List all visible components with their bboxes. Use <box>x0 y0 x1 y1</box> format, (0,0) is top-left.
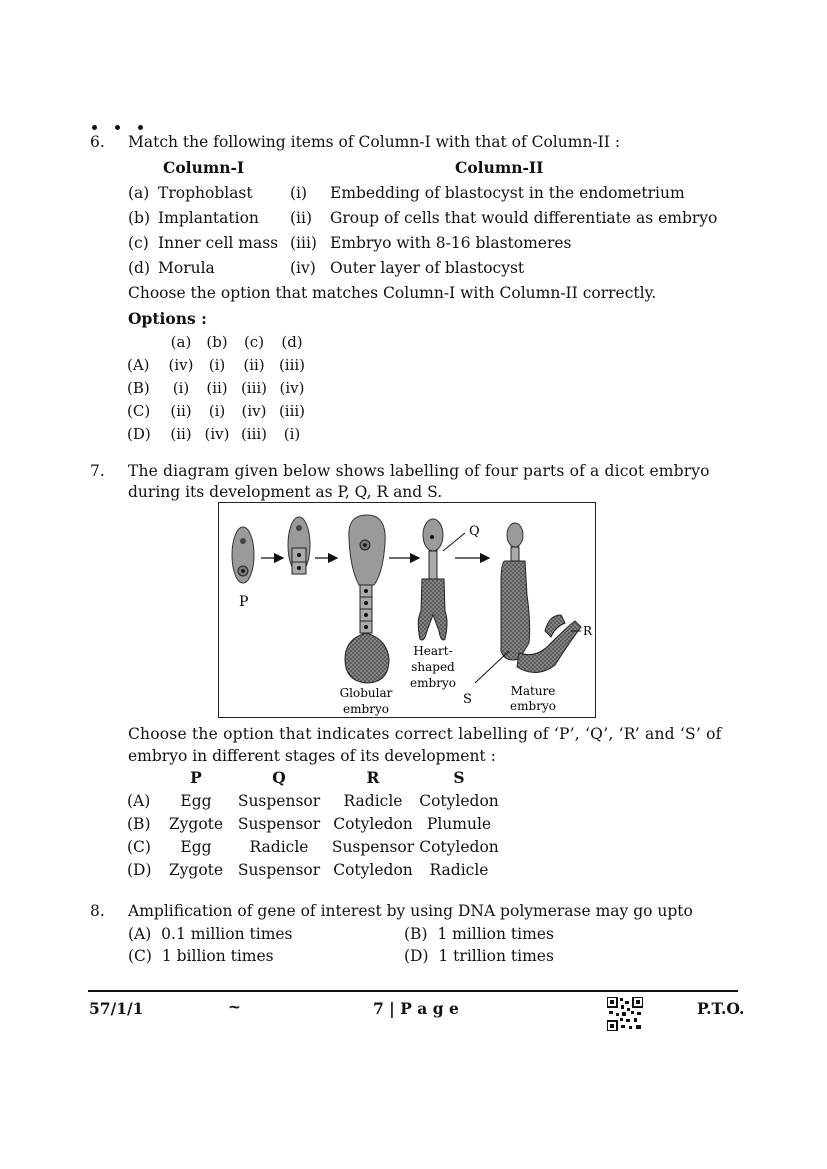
col2-numeral: (ii) <box>290 208 313 227</box>
footer-tilde: ~ <box>228 997 241 1016</box>
option-col-header: (c) <box>243 332 265 351</box>
col1-item: Implantation <box>158 208 259 227</box>
option-label: (C) <box>127 837 151 856</box>
col2-numeral: (iv) <box>290 258 316 277</box>
mature-caption-2: embryo <box>510 699 556 713</box>
option-value: (iii) <box>278 355 306 374</box>
mature-caption-1: Mature <box>510 684 556 698</box>
option-value: Egg <box>180 791 212 810</box>
option-value: (ii) <box>206 378 228 397</box>
option-value: (i) <box>172 378 190 397</box>
option-label: (B) <box>404 925 428 943</box>
q8-option-c[interactable] <box>128 947 274 965</box>
col2-numeral: (iii) <box>290 233 317 252</box>
option-value: Suspensor <box>237 860 321 879</box>
qr-code-icon <box>607 997 643 1031</box>
q6-instruction: Choose the option that matches Column-I with Column-II correctly. <box>128 284 657 302</box>
globular-caption-1: Globular <box>339 686 393 700</box>
col1-item: Inner cell mass <box>158 233 279 252</box>
option-row-d[interactable] <box>127 858 499 881</box>
pointer-s <box>475 651 509 683</box>
q6-stem: Match the following items of Column-I with that of Column-II : <box>128 133 621 151</box>
option-value: Suspensor <box>237 791 321 810</box>
option-value: Zygote <box>168 860 224 879</box>
option-label: (C) <box>128 947 152 965</box>
q7-stem-line1: The diagram given below shows labelling of four parts of a dicot embryo <box>128 462 710 480</box>
option-value: Suspensor <box>237 814 321 833</box>
globular-embryo <box>345 515 389 683</box>
heart-caption-2: shaped <box>411 660 455 674</box>
col1-item: Morula <box>158 258 215 277</box>
option-value: (iv) <box>279 378 305 397</box>
two-cell-proembryo <box>288 517 310 574</box>
option-label: (D) <box>127 860 152 879</box>
pointer-q <box>443 533 465 551</box>
footer-divider <box>88 990 738 992</box>
col1-letter: (d) <box>128 258 151 277</box>
embryo-development-diagram <box>218 502 596 718</box>
q6-options-table <box>127 330 309 445</box>
option-value: (iii) <box>278 401 306 420</box>
q8-option-a[interactable] <box>128 925 293 943</box>
option-label: (B) <box>127 814 151 833</box>
match-row <box>128 205 717 230</box>
option-value: (ii) <box>170 401 192 420</box>
q6-column1-header: Column-I <box>163 158 245 177</box>
q7-instruction-line1: Choose the option that indicates correct labelling of ‘P’, ‘Q’, ‘R’ and ‘S’ of <box>128 725 722 743</box>
q8-option-b[interactable] <box>404 925 554 943</box>
q6-match-rows <box>128 180 717 280</box>
options-header-row <box>127 766 499 789</box>
q8-number: 8. <box>90 902 105 920</box>
option-value: Radicle <box>343 791 403 810</box>
option-value: (i) <box>208 401 226 420</box>
q7-number: 7. <box>90 462 105 480</box>
option-label: (C) <box>127 401 151 420</box>
footer-pto: P.T.O. <box>697 999 745 1018</box>
option-value: (ii) <box>243 355 265 374</box>
heart-caption-3: embryo <box>410 676 456 690</box>
col2-item: Outer layer of blastocyst <box>330 258 525 277</box>
q8-option-d[interactable] <box>404 947 554 965</box>
option-row-b[interactable] <box>127 376 309 399</box>
q6-column2-header: Column-II <box>455 158 544 177</box>
col1-item: Trophoblast <box>158 183 253 202</box>
match-row <box>128 180 717 205</box>
q7-options-table <box>127 766 499 881</box>
match-row <box>128 230 717 255</box>
option-value: (iv) <box>168 355 194 374</box>
match-row <box>128 255 717 280</box>
footer-page-number: 7 | P a g e <box>373 999 459 1018</box>
heart-caption-1: Heart- <box>413 644 453 658</box>
q7-stem-line2: during its development as P, Q, R and S. <box>128 483 443 501</box>
option-value: (i) <box>283 424 301 443</box>
option-value: (iii) <box>240 424 268 443</box>
option-value: (i) <box>208 355 226 374</box>
option-text: 1 billion times <box>161 947 274 965</box>
option-value: Plumule <box>426 814 492 833</box>
q7-instruction-line2: embryo in different stages of its development : <box>128 747 496 765</box>
option-row-c[interactable] <box>127 399 309 422</box>
option-value: Cotyledon <box>333 860 413 879</box>
q6-options-label: Options : <box>128 309 207 328</box>
option-label: (A) <box>127 355 150 374</box>
option-value: Suspensor <box>331 837 415 856</box>
option-row-d[interactable] <box>127 422 309 445</box>
option-col-header: (b) <box>206 332 228 351</box>
option-row-b[interactable] <box>127 812 499 835</box>
col2-numeral: (i) <box>290 183 308 202</box>
header-dots <box>92 116 161 134</box>
option-value: Cotyledon <box>419 791 499 810</box>
option-value: (iii) <box>240 378 268 397</box>
globular-caption-2: embryo <box>343 702 389 716</box>
mature-embryo <box>501 523 581 673</box>
option-label: (D) <box>127 424 151 443</box>
header-p: P <box>190 768 202 787</box>
col1-letter: (c) <box>128 233 149 252</box>
option-col-header: (d) <box>281 332 303 351</box>
option-col-header: (a) <box>170 332 192 351</box>
header-s: S <box>453 768 465 787</box>
option-value: Zygote <box>168 814 224 833</box>
col2-item: Group of cells that would differentiate as embryo <box>330 208 718 227</box>
header-r: R <box>366 768 380 787</box>
embryo-diagram-svg <box>219 503 595 717</box>
option-text: 1 million times <box>437 925 554 943</box>
header-q: Q <box>272 768 286 787</box>
option-value: Cotyledon <box>333 814 413 833</box>
footer-paper-code: 57/1/1 <box>89 999 144 1018</box>
col1-letter: (a) <box>128 183 150 202</box>
option-value: Cotyledon <box>419 837 499 856</box>
option-value: (iv) <box>241 401 267 420</box>
col1-letter: (b) <box>128 208 151 227</box>
col2-item: Embedding of blastocyst in the endometrium <box>330 183 685 202</box>
option-text: 0.1 million times <box>161 925 293 943</box>
option-label: (D) <box>404 947 429 965</box>
label-p: P <box>239 594 249 610</box>
heart-shaped-embryo <box>418 519 447 640</box>
option-value: Radicle <box>429 860 489 879</box>
option-value: (ii) <box>170 424 192 443</box>
q8-stem: Amplification of gene of interest by using DNA polymerase may go upto <box>128 902 693 920</box>
options-header-row <box>127 330 309 353</box>
col2-item: Embryo with 8-16 blastomeres <box>330 233 572 252</box>
option-value: Egg <box>180 837 212 856</box>
label-r: R <box>583 624 593 638</box>
label-q: Q <box>469 524 480 539</box>
option-row-a[interactable] <box>127 353 309 376</box>
option-value: (iv) <box>204 424 230 443</box>
option-row-a[interactable] <box>127 789 499 812</box>
option-text: 1 trillion times <box>438 947 554 965</box>
q6-number: 6. <box>90 133 105 151</box>
option-label: (B) <box>127 378 150 397</box>
option-label: (A) <box>128 925 152 943</box>
label-s: S <box>463 692 472 707</box>
option-value: Radicle <box>249 837 309 856</box>
option-label: (A) <box>127 791 151 810</box>
option-row-c[interactable] <box>127 835 499 858</box>
zygote-cell <box>232 527 254 583</box>
